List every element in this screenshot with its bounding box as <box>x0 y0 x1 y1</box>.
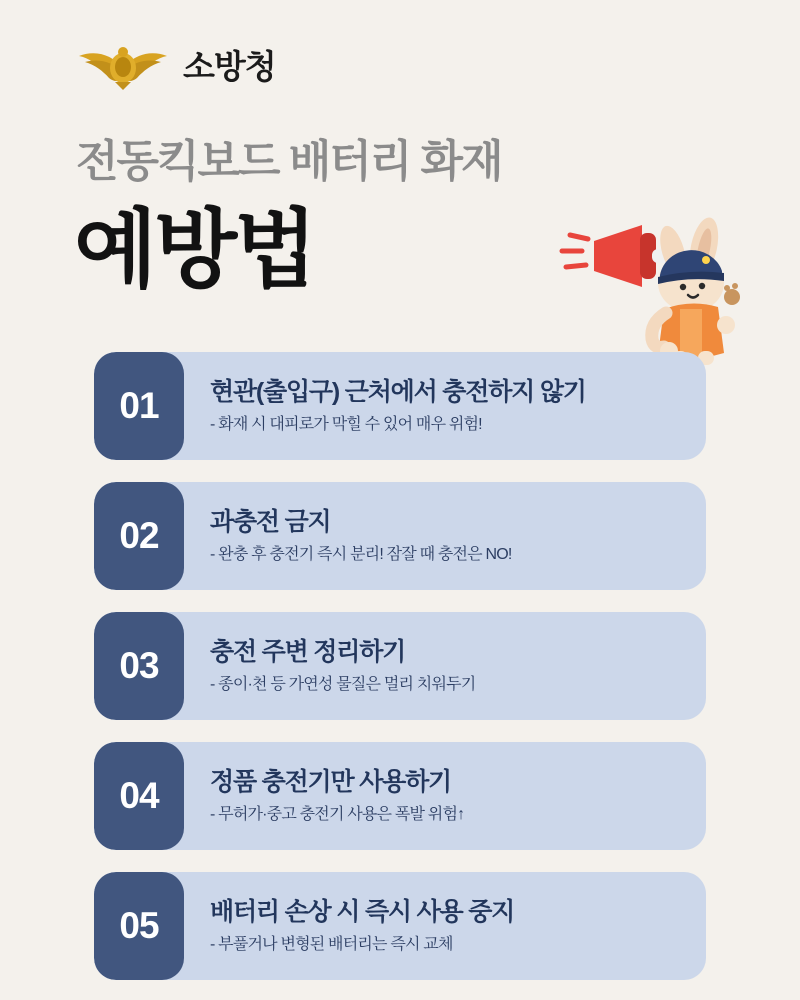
tip-content <box>184 872 706 980</box>
tip-number-badge: 02 <box>94 482 184 590</box>
tip-content <box>184 742 706 850</box>
brand-header <box>75 38 276 94</box>
list-item <box>94 742 706 850</box>
tip-number-badge: 03 <box>94 612 184 720</box>
tip-title: 배터리 손상 시 즉시 사용 중지 <box>210 898 515 927</box>
tip-number-badge: 04 <box>94 742 184 850</box>
tip-title: 정품 충전기만 사용하기 <box>210 768 451 797</box>
list-item <box>94 612 706 720</box>
tip-description: - 완충 후 충전기 즉시 분리! 잠잘 때 충전은 NO! <box>210 546 512 564</box>
tip-title: 충전 주변 정리하기 <box>210 638 406 667</box>
fire-agency-emblem-icon <box>75 38 171 94</box>
tip-content <box>184 612 706 720</box>
tip-description: - 무허가·중고 충전기 사용은 폭발 위험↑ <box>210 806 465 824</box>
brand-name: 소방청 <box>183 47 276 85</box>
page-subtitle: 전동킥보드 배터리 화재 <box>76 137 502 186</box>
page-title: 예방법 <box>74 202 315 298</box>
tip-description: - 종이·천 등 가연성 물질은 멀리 치워두기 <box>210 676 476 694</box>
tip-description: - 부풀거나 변형된 배터리는 즉시 교체 <box>210 936 453 954</box>
list-item <box>94 352 706 460</box>
tip-title: 과충전 금지 <box>210 508 331 537</box>
list-item <box>94 482 706 590</box>
list-item <box>94 872 706 980</box>
tip-number-badge: 01 <box>94 352 184 460</box>
tip-description: - 화재 시 대피로가 막힐 수 있어 매우 위험! <box>210 416 482 434</box>
tip-content <box>184 482 706 590</box>
tip-title: 현관(출입구) 근처에서 충전하지 않기 <box>210 378 586 407</box>
tips-list <box>94 352 706 980</box>
tip-content <box>184 352 706 460</box>
tip-number-badge: 05 <box>94 872 184 980</box>
rabbit-mascot-with-megaphone-icon <box>556 205 746 370</box>
